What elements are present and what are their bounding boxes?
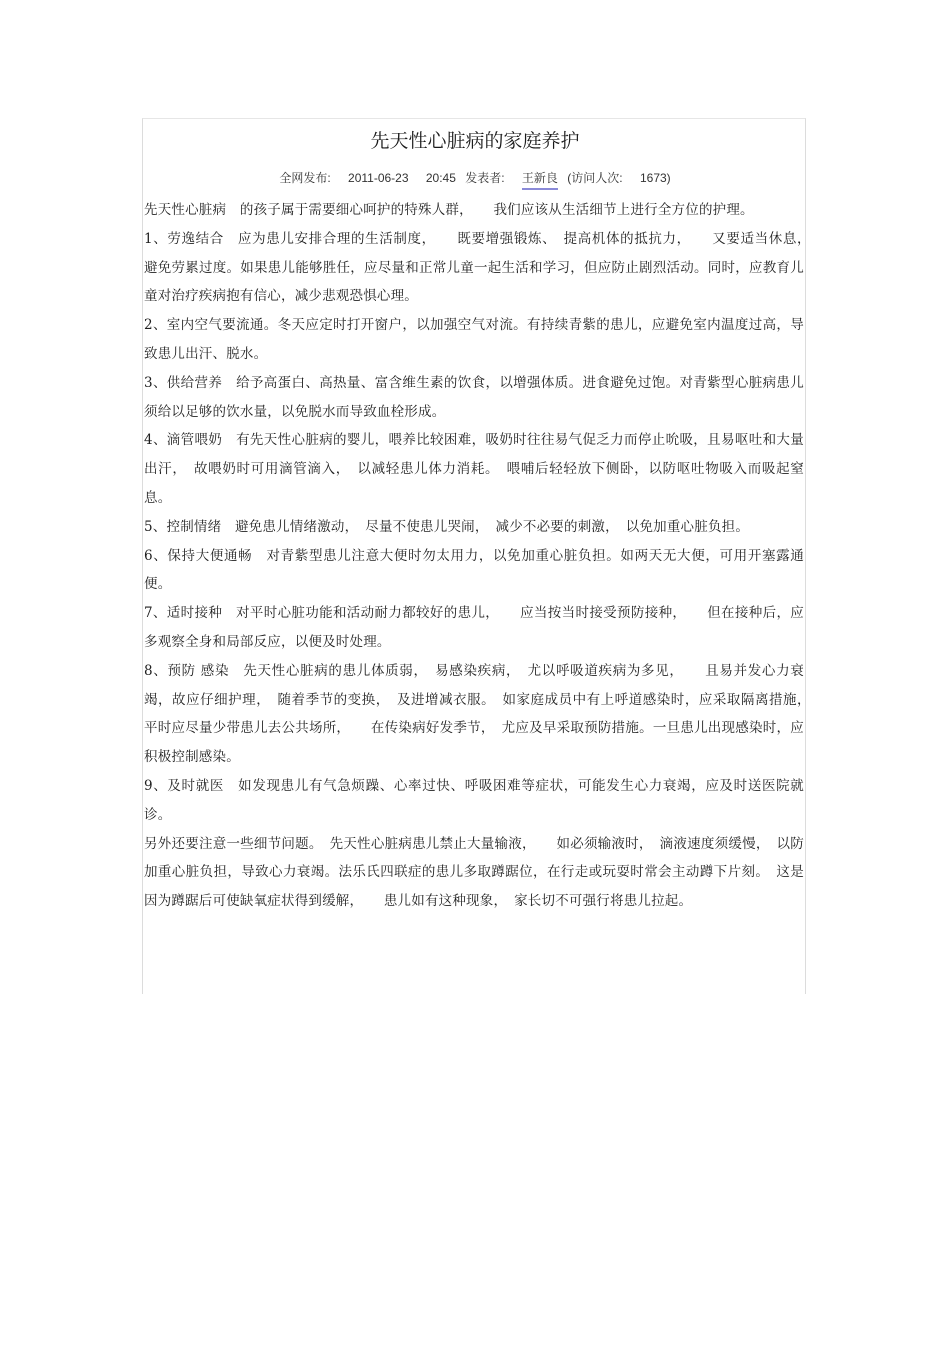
article-body bbox=[144, 196, 818, 916]
article-meta bbox=[143, 169, 807, 190]
paragraph-nutrition: 3、供给营养 给予高蛋白、高热量、富含维生素的饮食，以增强体质。进食避免过饱。对青紫型心脏病患儿须给以足够的饮水量，以免脱水而导致血栓形成。 bbox=[144, 374, 804, 420]
article-container bbox=[142, 118, 818, 994]
paragraph-ventilation: 2、室内空气要流通。冬天应定时打开窗户，以加强空气对流。有持续青紫的患儿，应避免室内温度过高，导致患儿出汗、脱水。 bbox=[144, 317, 804, 362]
author-label: 发表者: bbox=[465, 171, 505, 185]
paragraph-details: 另外还要注意一些细节问题。 先天性心脏病患儿禁止大量输液， 如必须输液时， 滴液速度须缓慢， 以防加重心脏负担，导致心力衰竭。法乐氏四联症的患儿多取蹲踞位，在行走或玩耍时常会主动蹲下片刻。 这是因为蹲踞后可使缺氧症状得到缓解， 患儿如有这种现象， 家长切不可强行将患儿拉起。 bbox=[144, 835, 804, 910]
paragraph-dropper-feeding: 4、滴管喂奶 有先天性心脏病的婴儿，喂养比较困难，吸奶时往往易气促乏力而停止吮吸，且易呕吐和大量出汗， 故喂奶时可用滴管滴入， 以减轻患儿体力消耗。 喂哺后轻轻放下侧卧，以防呕吐物吸入而吸起窒息。 bbox=[144, 432, 804, 506]
paragraph-emotion-control: 5、控制情绪 避免患儿情绪激动， 尽量不使患儿哭闹， 减少不必要的刺激， 以免加重心脏负担。 bbox=[144, 518, 750, 535]
visits-count: 1673) bbox=[639, 171, 671, 185]
paragraph-bowel: 6、保持大便通畅 对青紫型患儿注意大便时勿太用力，以免加重心脏负担。如两天无大便，可用开塞露通便。 bbox=[144, 547, 804, 593]
publish-label: 全网发布: bbox=[279, 171, 331, 185]
paragraph-infection-prevention: 8、预防 感染 先天性心脏病的患儿体质弱， 易感染疾病， 尤以呼吸道疾病为多见， 且易并发心力衰竭，故应仔细护理， 随着季节的变换， 及进增减衣服。 如家庭成员中有上呼道感染时，应采取隔离措施， 平时应尽量少带患儿去公共场所， 在传染病好发季节， 尤应及早采取预防措施。一旦患儿出现感染时，应积极控制感染。 bbox=[144, 662, 818, 766]
paragraph-vaccination: 7、适时接种 对平时心脏功能和活动耐力都较好的患儿， 应当按当时接受预防接种， 但在接种后，应多观察全身和局部反应，以便及时处理。 bbox=[144, 605, 804, 650]
visits-label: (访问人次: bbox=[567, 171, 623, 185]
paragraph-intro: 先天性心脏病 的孩子属于需要细心呵护的特殊人群， 我们应该从生活细节上进行全方位的护理。 bbox=[144, 202, 754, 218]
publish-date: 2011-06-23 bbox=[348, 171, 409, 185]
paragraph-rest-and-activity: 1、劳逸结合 应为患儿安排合理的生活制度， 既要增强锻炼、 提高机体的抵抗力， 又要适当休息， 避免劳累过度。如果患儿能够胜任，应尽量和正常儿童一起生活和学习，但应防止剧烈活动。同时，应教育儿童对治疗疾病抱有信心，减少悲观恐惧心理。 bbox=[144, 230, 818, 305]
author-link[interactable]: 王新良 bbox=[522, 169, 558, 190]
publish-time: 20:45 bbox=[425, 171, 456, 185]
article-title: 先天性心脏病的家庭养护 bbox=[370, 130, 580, 152]
paragraph-medical-care: 9、及时就医 如发现患儿有气急烦躁、心率过快、呼吸困难等症状，可能发生心力衰竭，应及时送医院就诊。 bbox=[144, 777, 804, 823]
